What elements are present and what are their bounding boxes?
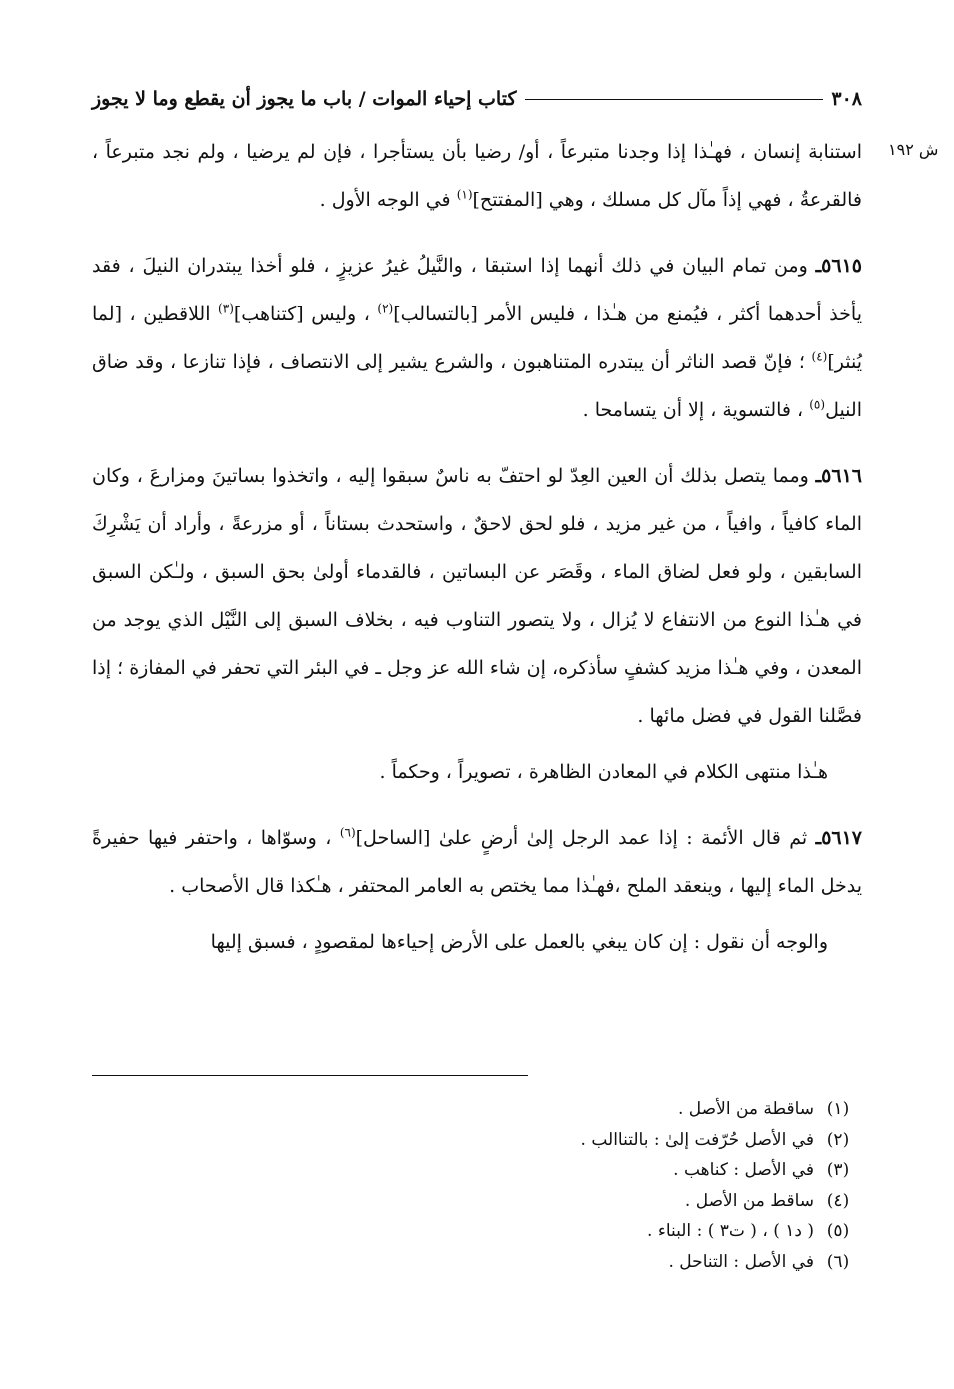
paragraph-5617 [92,814,862,910]
paragraph-1 [92,128,862,224]
paragraph-text: ثم قال الأئمة : إذا عمد الرجل إلىٰ أرضٍ علىٰ [الساحل] [355,827,816,849]
paragraph-conclusion [92,748,862,796]
footnote-number: (٥) [826,1221,850,1241]
footnote-text: ساقطة من الأصل . [678,1099,814,1119]
footnotes [200,1094,862,1277]
footnote-text: في الأصل حُرّفت إلىٰ : بالتناالب . [580,1129,814,1150]
margin-note: ش ١٩٢ [888,140,939,159]
paragraph-text: ومما يتصل بذلك أن العين العِدّ لو احتفّ به ناسٌ سبقوا إليه ، واتخذوا بساتينَ ومزارعَ ، وكان الماء كافياً ، وافياً ، من غير مزيد ، فلو لحق لاحقٌ ، واستحدث بستاناً ، أو مزرعةً ، وأراد أن يَشْرِكَ السابقين ، ولو فعل لضاق الماء ، وقَصَر عن البساتين ، فالقدماء أولىٰ بحق السبق ، ولـٰكن السبق في هـٰذا النوع من الانتفاع لا يُزال ، ولا يتصور التناوب فيه ، بخلاف السبق إلى النَّيْل الذي يوجد من المعدن ، وفي هـٰذا مزيد كشفٍ سأذكره، إن شاء الله عز وجل ـ في البئر التي تحفر في المفازة ؛ إذا فصَّلنا القول في فضل مائها . [92,465,862,727]
paragraph-text: هـٰذا منتهى الكلام في المعادن الظاهرة ، تصويراً ، وحكماً . [379,761,828,783]
paragraph-text: والوجه أن نقول : إن كان يبغي بالعمل على الأرض إحياءها لمقصودٍ ، فسبق إليها [210,931,828,953]
paragraph-5616 [92,452,862,740]
footnote [200,1125,862,1156]
paragraph-text: ومن تمام البيان في ذلك أنهما إذا استبقا ، والنَّيلُ غيرُ عزيزٍ ، فلو أخذا يبتدران النيلَ ، فقد يأخذ أحدهما أكثر ، فيُمنع من هـٰذا ، فليس الأمر [بالتسالب] [92,255,863,325]
footnote-ref: (٢) [377,301,394,316]
footnote-ref: (٦) [339,825,356,840]
paragraph-text: اللاقطين ، [لما يُنثر] [92,303,862,373]
footnote [200,1186,862,1217]
paragraph-text: استنابة إنسان ، فهـٰذا إذا وجدنا متبرعاً ، أو/ رضيا بأن يستأجرا ، فإن لم يرضيا ، ولم نجد متبرعاً ، فالقرعةُ ، فهي إذاً مآل كل مسلك ، وهي [المفتتح] [92,141,862,211]
footnote-number: (٦) [826,1251,850,1272]
footnote-number: (١) [826,1099,850,1119]
footnote-text: في الأصل : التناحل . [668,1251,814,1272]
running-title: كتاب إحياء الموات / باب ما يجوز أن يقطع وما لا يجوز [92,88,517,110]
footnote-ref: (١) [456,187,473,202]
page-number: ٣٠٨ [831,88,862,110]
footnote-ref: (٥) [809,397,826,412]
footnote [200,1155,862,1186]
footnote-number: (٢) [826,1129,850,1150]
paragraph-number: ٥٦١٥ـ [815,255,862,277]
footnote [200,1247,862,1278]
footnote-text: في الأصل : كناهب . [673,1160,814,1180]
paragraph-number: ٥٦١٦ـ [815,465,862,487]
paragraph-text: ، وسوّاها ، واحتفر فيها حفيرةً يدخل الماء إليها ، وينعقد الملح ،فهـٰذا مما يختص به العامر المحتفر ، هـٰكذا قال الأصحاب . [92,827,862,897]
paragraph-5615 [92,242,862,434]
paragraph-text: ؛ فإنّ قصد الناثر أن يبتدره المتناهبون ، والشرع يشير إلى الانتصاف ، فإذا تنازعا ، وقد ضاق النيل [92,351,862,421]
footnote-separator [92,1075,528,1076]
footnote-ref: (٤) [811,349,828,364]
main-text [92,128,862,974]
header-rule [525,99,824,100]
footnote-text: ساقط من الأصل . [684,1190,814,1211]
paragraph-text: ، فالتسوية ، إلا أن يتسامحا . [582,399,810,421]
footnote [200,1094,862,1125]
paragraph-text: في الوجه الأول . [319,189,457,211]
footnote-text: ( د١ ) ، ( ت٣ ) : البناء . [647,1221,814,1241]
paragraph-text: ، وليس [كتناهب] [233,303,378,325]
running-header [92,82,862,116]
footnote [200,1216,862,1247]
footnote-ref: (٣) [218,301,234,316]
paragraph-final [92,918,862,966]
footnote-number: (٤) [826,1190,850,1211]
paragraph-number: ٥٦١٧ـ [815,827,863,849]
footnote-number: (٣) [826,1160,850,1180]
